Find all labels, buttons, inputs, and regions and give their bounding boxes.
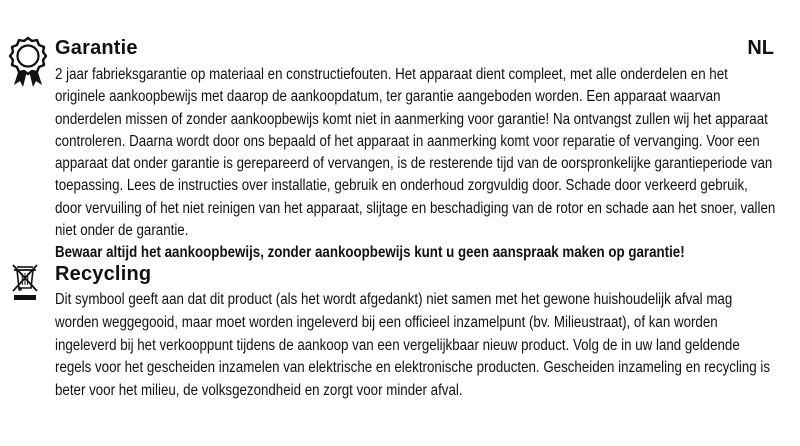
award-ribbon-icon (8, 36, 48, 88)
garantie-body (55, 64, 777, 265)
garantie-text: 2 jaar fabrieksgarantie op materiaal en constructiefouten. Het apparaat dient compleet, met alle onderdelen en het originele aankoopbewijs met daarop de aankoopdatum, ter garantie aangeboden worden. Een apparaat waarvan onderdelen missen of zonder aankoopbewijs komt niet in aanmerking voor garantie! Na ontvangst zullen wij het apparaat controleren. Daarna wordt door ons bepaald of het apparaat in aanmerking komt voor reparatie of vervanging. Voor een apparaat dat onder garantie is gerepareerd of vervangen, is de resterende tijd van de oorspronkelijke garantieperiode van toepassing. Lees de instructies over installatie, gebruik en onderhoud zorgvuldig door. Schade door verkeerd gebruik, door vervuiling of het niet reinigen van het apparaat, slijtage en beschadiging van de rotor en schade aan het snoer, vallen niet onder de garantie. (55, 66, 776, 240)
recycling-text: Dit symbool geeft aan dat dit product (als het wordt afgedankt) niet samen met het gewone huishoudelijk afval mag worden weggegooid, maar moet worden ingeleverd bij een officieel inzamelpunt (bv. Milieustraat), of kan worden ingeleverd bij het verkooppunt tijdens de aankoop van een vergelijkbaar nieuw product. Volg de in uw land geldende regels voor het gescheiden inzamelen van elektrische en elektronische producten. Gescheiden inzameling en recycling is beter voor het milieu, de volksgezondheid en zorgt voor minder afval. (55, 291, 771, 400)
language-code: NL (747, 37, 774, 59)
recycling-title: Recycling (55, 263, 152, 285)
recycling-body (55, 289, 777, 403)
crossed-out-wheelie-bin-icon (8, 262, 42, 302)
garantie-title: Garantie (55, 37, 138, 59)
garantie-emphasis: Bewaar altijd het aankoopbewijs, zonder aankoopbewijs kunt u geen aanspraak maken op garantie! (55, 244, 685, 262)
